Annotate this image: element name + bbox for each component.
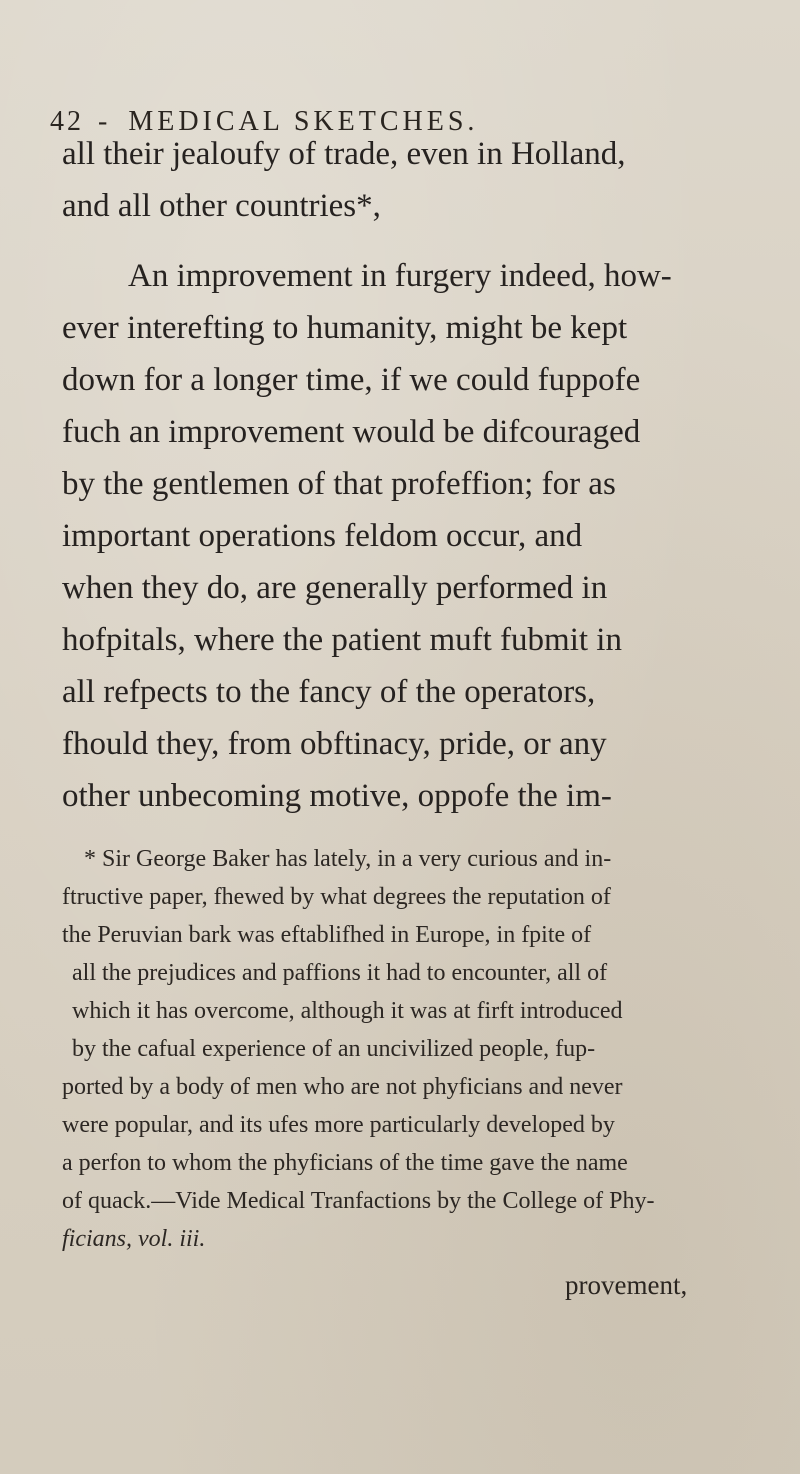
- footnote-line: by the cafual experience of an uncivilized people, fup-: [72, 1036, 596, 1062]
- body-line: all refpects to the fancy of the operators,: [62, 674, 596, 710]
- footnote-line: the Peruvian bark was eftablifhed in Europe, in fpite of: [62, 922, 592, 948]
- footnote-line: all the prejudices and paffions it had to encounter, all of: [72, 960, 608, 986]
- body-line: ever interefting to humanity, might be kept: [62, 310, 628, 346]
- footnote-line: ficians, vol. iii.: [62, 1226, 206, 1252]
- body-line: hofpitals, where the patient muft fubmit in: [62, 622, 622, 658]
- body-line: important operations feldom occur, and: [62, 518, 583, 554]
- header-dash: -: [98, 106, 111, 137]
- running-header: [50, 106, 478, 138]
- footnote-line: ftructive paper, fhewed by what degrees the reputation of: [62, 884, 611, 910]
- body-line: by the gentlemen of that profeffion; for as: [62, 466, 616, 502]
- body-line: and all other countries*,: [62, 188, 381, 224]
- body-line: all their jealoufy of trade, even in Holland,: [62, 136, 626, 172]
- running-head-title: MEDICAL SKETCHES.: [128, 106, 479, 137]
- footnote-line: ported by a body of men who are not phyficians and never: [62, 1074, 623, 1100]
- footnote-line: were popular, and its ufes more particularly developed by: [62, 1112, 615, 1138]
- body-line: fhould they, from obftinacy, pride, or any: [62, 726, 607, 762]
- footnote-line: of quack.—Vide Medical Tranfactions by the College of Phy-: [62, 1188, 655, 1214]
- footnote-line: * Sir George Baker has lately, in a very curious and in-: [84, 846, 612, 872]
- body-line: An improvement in furgery indeed, how-: [128, 258, 672, 294]
- body-line: fuch an improvement would be difcouraged: [62, 414, 641, 450]
- footnote-line: which it has overcome, although it was at firft introduced: [72, 998, 623, 1024]
- body-line: down for a longer time, if we could fuppofe: [62, 362, 641, 398]
- body-line: when they do, are generally performed in: [62, 570, 608, 606]
- body-line: other unbecoming motive, oppofe the im-: [62, 778, 612, 814]
- catchword: provement,: [565, 1270, 688, 1300]
- page-number: 42: [50, 106, 84, 137]
- footnote-line: a perfon to whom the phyficians of the time gave the name: [62, 1150, 628, 1176]
